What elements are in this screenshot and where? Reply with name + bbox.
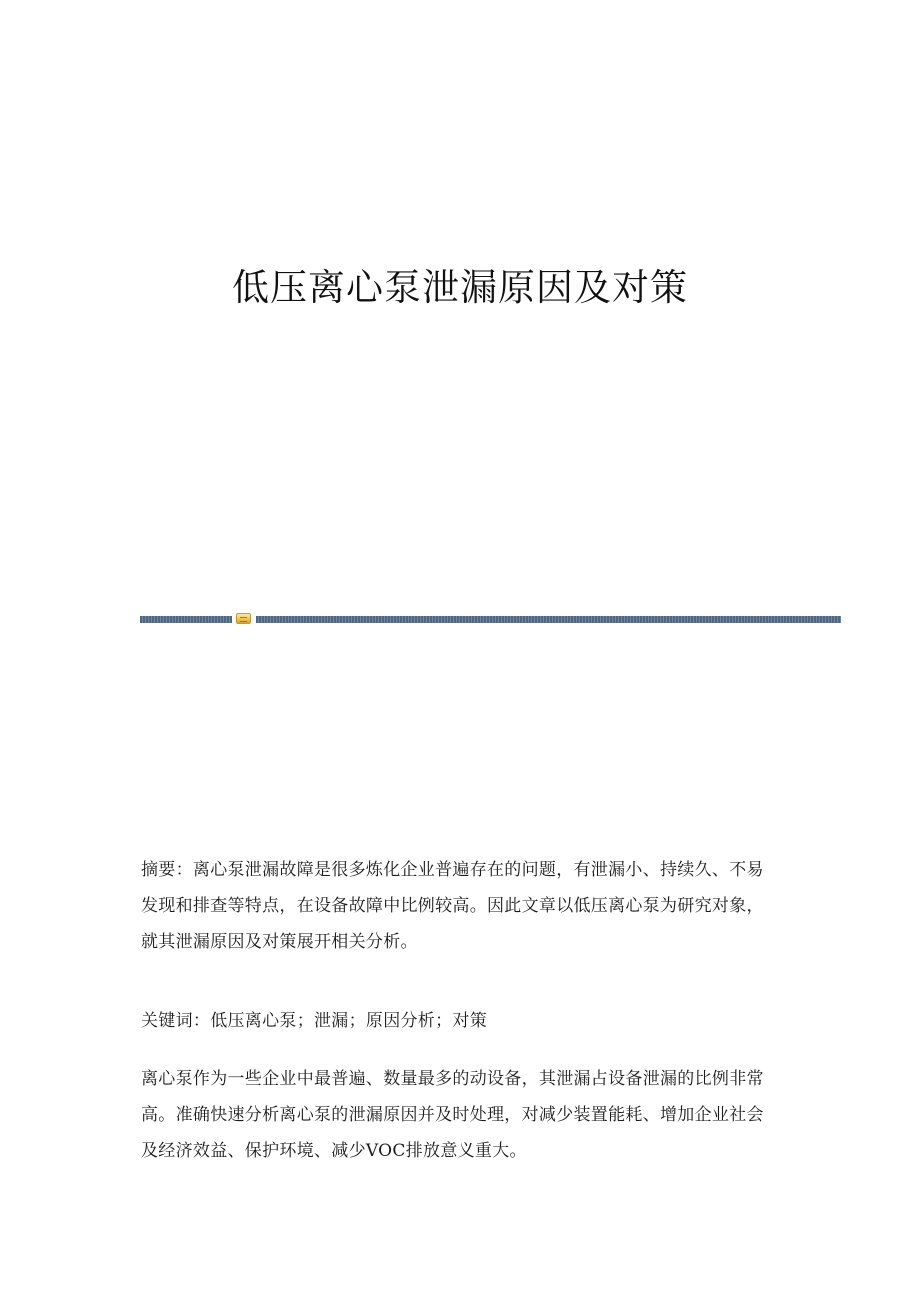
title-divider: [140, 612, 841, 626]
intro-paragraph: 离心泵作为一些企业中最普遍、数量最多的动设备，其泄漏占设备泄漏的比例非常高。准确快速分析离心泵的泄漏原因并及时处理，对减少装置能耗、增加企业社会及经济效益、保护环境、减少VOC排放意义重大。: [141, 1069, 764, 1161]
document-title: 低压离心泵泄漏原因及对策: [232, 266, 688, 309]
divider-bar-left: [140, 616, 232, 623]
ornament-icon: [236, 613, 251, 624]
abstract-paragraph: 摘要：离心泵泄漏故障是很多炼化企业普遍存在的问题，有泄漏小、持续久、不易发现和排查等特点，在设备故障中比例较高。因此文章以低压离心泵为研究对象，就其泄漏原因及对策展开相关分析。: [141, 860, 764, 952]
divider-bar-right: [256, 616, 841, 623]
keywords-paragraph: 关键词：低压离心泵；泄漏；原因分析；对策: [141, 1011, 487, 1031]
